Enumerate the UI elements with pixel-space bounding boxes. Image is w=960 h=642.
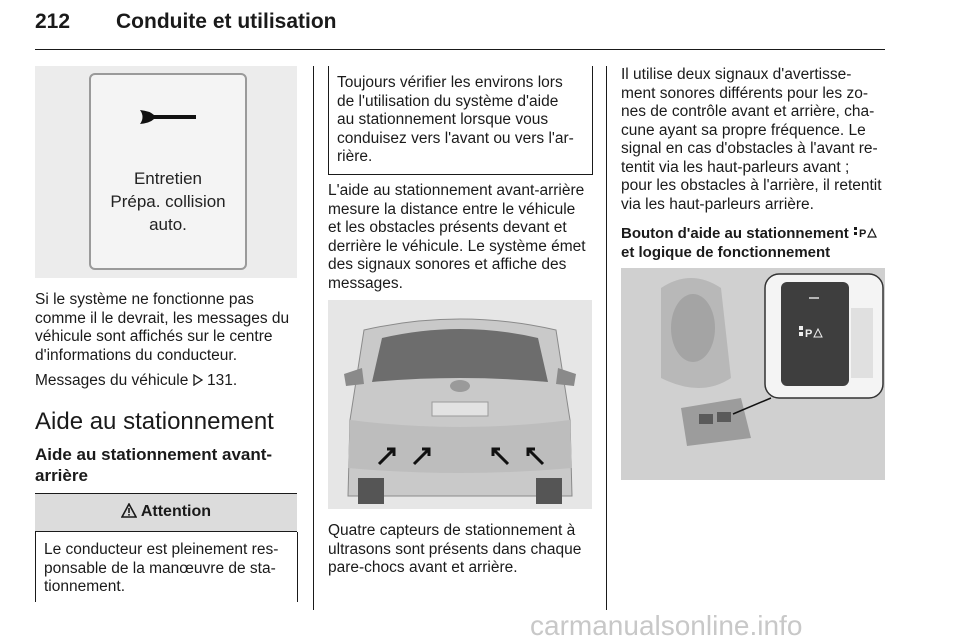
watermark: carmanualsonline.info	[530, 610, 803, 641]
header-rule	[35, 49, 885, 50]
caution-box-text	[337, 74, 589, 167]
parking-assist-icon	[853, 226, 877, 239]
text-line: signal en cas d'obstacles à l'avant re-	[621, 140, 878, 157]
display-line-1: Entretien	[133, 169, 203, 188]
column-divider-2	[606, 66, 607, 610]
text-line: Toujours vérifier les environs lors	[337, 74, 563, 91]
text-line: mesure la distance entre le véhicule	[328, 200, 576, 218]
page-reference[interactable]: 131.	[207, 372, 238, 389]
text-line: conduisez vers l'avant ou vers l'ar-	[337, 129, 574, 147]
console-drawing	[621, 268, 885, 480]
display-line-3: auto.	[149, 215, 187, 234]
heading-text: Bouton d'aide au stationnement	[621, 225, 849, 242]
caution-box-left-border	[328, 66, 329, 175]
text-line: tentit via les haut-parleurs avant ;	[621, 158, 850, 176]
text-line: des signaux sonores et affiche des	[328, 256, 567, 273]
column-divider-1	[313, 66, 314, 610]
button-heading	[621, 224, 885, 262]
text-line: cune ayant sa propre fréquence. Le	[621, 121, 866, 139]
text-line: et les obstacles présents devant et	[328, 219, 567, 236]
section-heading: Aide au stationnement	[35, 408, 274, 435]
warning-triangle-icon	[121, 503, 137, 518]
text-line: ultrasons sont présents dans chaque	[328, 540, 582, 558]
paragraph-vehicle-messages	[35, 372, 305, 391]
text-line: Le conducteur est pleinement res-	[44, 541, 279, 558]
heading-line	[621, 224, 885, 243]
text-line: tionnement.	[44, 578, 125, 595]
heading-line: Aide au stationnement avant-	[35, 445, 273, 464]
paragraph-warning-signals	[621, 66, 893, 214]
text-line: pare-chocs avant et arrière.	[328, 559, 518, 576]
svg-text:P: P	[805, 328, 813, 340]
page-title: Conduite et utilisation	[116, 10, 337, 33]
text-line: via les haut-parleurs arrière.	[621, 195, 814, 213]
text-line: de l'utilisation du système d'aide	[337, 92, 559, 110]
heading-line: et logique de fonctionnement	[621, 244, 831, 261]
text-line: comme il le devrait, les messages du	[35, 309, 290, 327]
sensor-arrow-icon	[377, 446, 399, 466]
text-line: véhicule sont affichés sur le centre	[35, 328, 273, 345]
text-line: Quatre capteurs de stationnement à	[328, 522, 576, 539]
sensor-arrow-icon	[523, 446, 545, 466]
text-line: nes de contrôle avant et arrière, cha-	[621, 103, 875, 120]
svg-text:P: P	[858, 228, 867, 239]
page-number: 212	[35, 10, 71, 33]
text-line: rière.	[337, 148, 373, 165]
display-line-2: Prépa. collision	[110, 192, 226, 211]
attention-text	[44, 541, 294, 597]
sensor-arrow-icon	[488, 446, 510, 466]
page-reference-arrow-icon	[193, 374, 203, 386]
attention-label: Attention	[140, 503, 212, 520]
wrench-icon	[136, 106, 198, 128]
rear-car-drawing	[328, 300, 592, 509]
text-line: d'informations du conducteur.	[35, 346, 237, 364]
caution-box-bottom-border	[328, 174, 593, 175]
attention-box-right-border	[297, 532, 298, 602]
caution-box-right-border	[592, 66, 593, 175]
text-line: L'aide au stationnement avant-arrière	[328, 182, 585, 199]
paragraph-sensors	[328, 522, 598, 578]
text-line: Si le système ne fonctionne pas	[35, 291, 254, 308]
text-line: pour les obstacles à l'arrière, il retentit	[621, 177, 882, 194]
text-line: ponsable de la manœuvre de sta-	[44, 559, 276, 577]
heading-line: arrière	[35, 466, 88, 485]
text-line: derrière le véhicule. Le système émet	[328, 237, 586, 255]
sensor-arrow-icon	[412, 446, 434, 466]
subsection-heading	[35, 444, 305, 486]
attention-title	[35, 503, 297, 521]
paragraph-malfunction	[35, 291, 305, 365]
attention-box-left-border	[35, 532, 36, 602]
text-line: Il utilise deux signaux d'avertisse-	[621, 66, 852, 83]
vehicle-messages-label: Messages du véhicule	[35, 372, 189, 389]
paragraph-parking-assist	[328, 182, 598, 293]
text-line: au stationnement lorsque vous	[337, 111, 549, 128]
text-line: ment sonores différents pour les zo-	[621, 84, 868, 102]
text-line: messages.	[328, 274, 403, 292]
